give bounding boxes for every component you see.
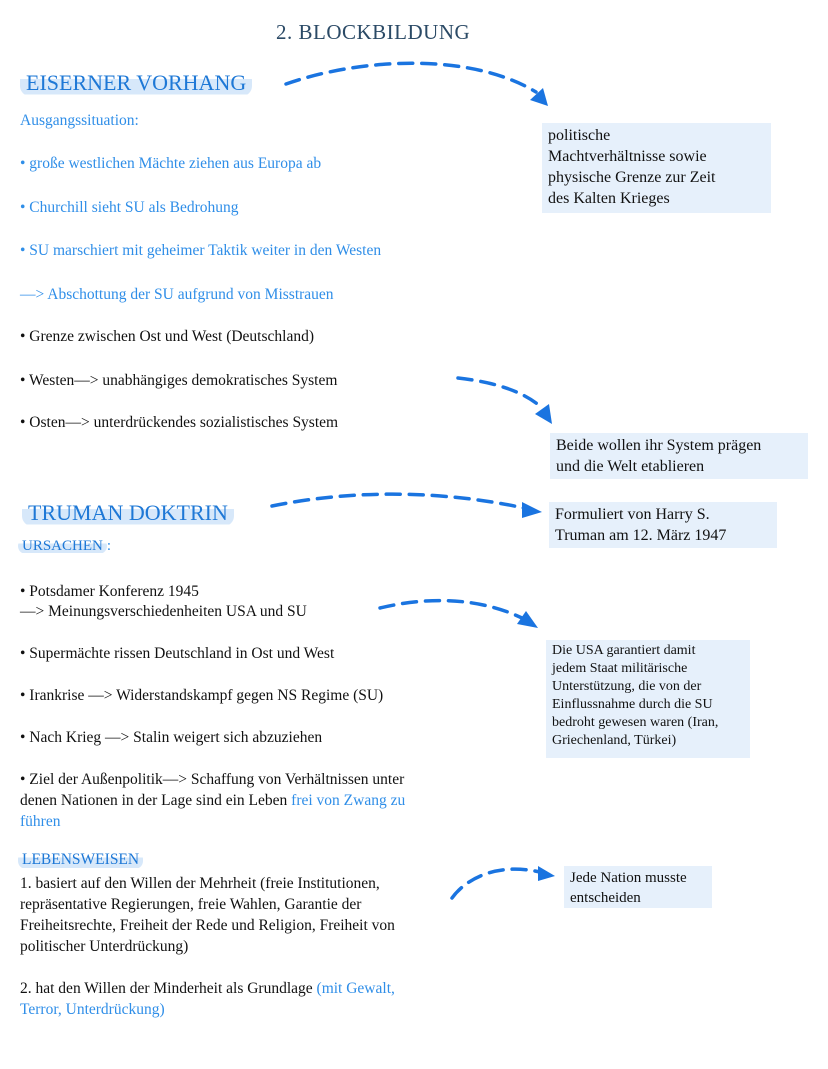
list-item: • Grenze zwischen Ost und West (Deutschland) [20, 328, 315, 345]
goal-text: denen Nationen in der Lage sind ein Leben [20, 792, 292, 809]
arrow-westen-icon [458, 378, 552, 424]
list-item: —> Abschottung der SU aufgrund von Misstrauen [20, 286, 334, 303]
note-line: Griechenland, Türkei) [552, 733, 677, 748]
label-colon: : [106, 538, 112, 554]
label-ausgangssituation: Ausgangssituation: [20, 112, 139, 129]
paragraph-line: repräsentative Regierungen, freie Wahlen, Garantie der [20, 896, 362, 913]
note-line: Jede Nation musste [570, 870, 687, 886]
note-line: Beide wollen ihr System prägen [556, 437, 762, 454]
note-line: physische Grenze zur Zeit [548, 169, 716, 186]
goal-highlight: frei von Zwang zu [291, 792, 406, 809]
note-line: Truman am 12. März 1947 [555, 527, 727, 544]
note-line: des Kalten Krieges [548, 190, 670, 207]
note-line: entscheiden [570, 890, 641, 906]
list-item-goal-line1: • Ziel der Außenpolitik—> Schaffung von Verhältnissen unter [20, 771, 405, 788]
label-ursachen: URSACHEN [18, 538, 107, 554]
paragraph-line: 1. basiert auf den Willen der Mehrheit (freie Institutionen, [20, 875, 380, 892]
paragraph-line: Terror, Unterdrückung) [20, 1001, 165, 1018]
arrow-eiserner-vorhang-icon [286, 63, 548, 106]
arrow-truman-icon [272, 494, 542, 518]
list-item: • Osten—> unterdrückendes sozialistisches System [20, 414, 339, 431]
list-item: • Supermächte rissen Deutschland in Ost und West [20, 645, 335, 662]
note-line: Machtverhältnisse sowie [548, 148, 707, 165]
note-line: und die Welt etablieren [556, 458, 705, 475]
note-line: politische [548, 127, 611, 144]
note-line: bedroht gewesen waren (Iran, [552, 715, 719, 730]
note-line: Unterstützung, die von der [552, 679, 702, 694]
heading-lebensweisen: LEBENSWEISEN [18, 851, 143, 869]
paragraph-line: Freiheitsrechte, Freiheit der Rede und Religion, Freiheit von [20, 917, 395, 934]
list-item: • Churchill sieht SU als Bedrohung [20, 199, 239, 216]
p2-text: 2. hat den Willen der Minderheit als Grundlage [20, 980, 317, 997]
arrow-potsdam-icon [380, 601, 538, 628]
paragraph-line: politischer Unterdrückung) [20, 938, 189, 955]
list-item: • Irankrise —> Widerstandskampf gegen NS Regime (SU) [20, 687, 384, 704]
list-item: • große westlichen Mächte ziehen aus Europa ab [20, 155, 322, 172]
heading-truman-doktrin: TRUMAN DOKTRIN [22, 500, 234, 526]
page-title: 2. BLOCKBILDUNG [276, 20, 471, 44]
p2-highlight: (mit Gewalt, [316, 980, 395, 997]
list-item: • Nach Krieg —> Stalin weigert sich abzuziehen [20, 729, 323, 746]
list-item: • Potsdamer Konferenz 1945 [20, 583, 199, 600]
note-line: Einflussnahme durch die SU [552, 697, 713, 712]
note-line: jedem Staat militärische [552, 661, 688, 676]
arrow-lebensweisen-icon [452, 866, 555, 898]
list-item: • SU marschiert mit geheimer Taktik weiter in den Westen [20, 242, 382, 259]
heading-eiserner-vorhang: EISERNER VORHANG [20, 70, 252, 96]
list-item-goal-line3: führen [20, 813, 61, 830]
list-item: • Westen—> unabhängiges demokratisches System [20, 372, 338, 389]
note-line: Formuliert von Harry S. [555, 506, 710, 523]
list-item: —> Meinungsverschiedenheiten USA und SU [20, 603, 307, 620]
note-line: Die USA garantiert damit [552, 643, 696, 658]
